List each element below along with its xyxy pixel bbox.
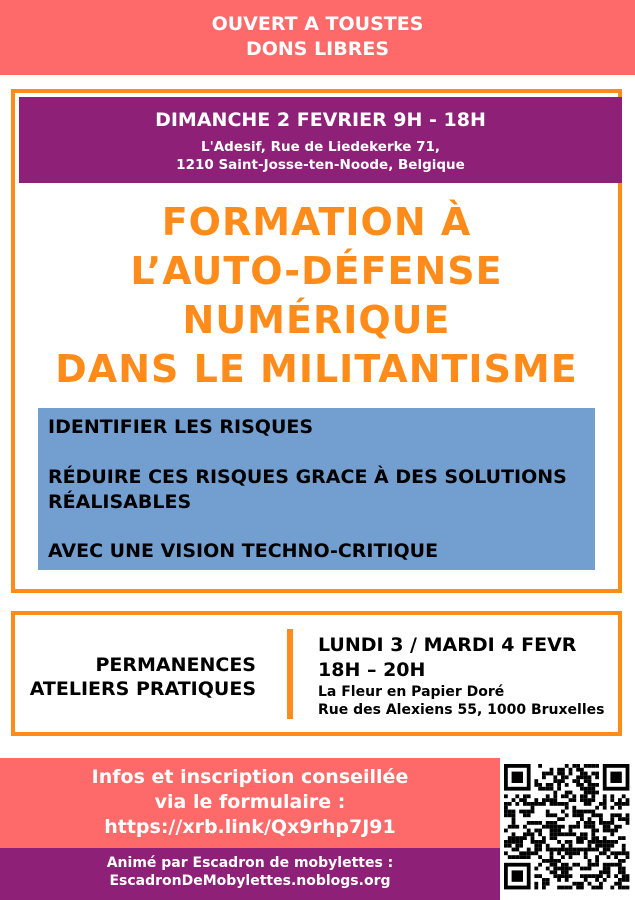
event-address-line1: L'Adesif, Rue de Liedekerke 71,: [200, 139, 441, 155]
qr-code[interactable]: [500, 758, 635, 900]
credits-website[interactable]: EscadronDeMobylettes.noblogs.org: [109, 873, 391, 889]
credits-block: [0, 848, 500, 900]
top-banner: [0, 0, 635, 75]
divider: [287, 629, 293, 719]
info-line2: via le formulaire :: [154, 791, 346, 813]
info-block: [0, 758, 500, 848]
goal-item: AVEC UNE VISION TECHNO-CRITIQUE: [48, 540, 439, 562]
registration-link[interactable]: https://xrb.link/Qx9rhp7J91: [104, 816, 396, 838]
date-banner: [19, 97, 622, 183]
permanences-frame: [11, 611, 622, 736]
event-address-line2: 1210 Saint-Josse-ten-Noode, Belgique: [176, 157, 465, 173]
permanences-days: LUNDI 3 / MARDI 4 FEVR: [318, 634, 577, 656]
open-to-all-label: OUVERT A TOUSTES: [211, 13, 424, 35]
qr-code-icon: [504, 764, 631, 894]
event-date: DIMANCHE 2 FEVRIER 9H - 18H: [155, 109, 486, 131]
permanences-venue-address: Rue des Alexiens 55, 1000 Bruxelles: [318, 702, 605, 718]
workshops-label: ATELIERS PRATIQUES: [29, 678, 256, 700]
goal-item: RÉDUIRE CES RISQUES GRACE À DES SOLUTIONS RÉALISABLES: [48, 466, 567, 513]
credits-line1: Animé par Escadron de mobylettes :: [106, 855, 394, 871]
permanences-venue: La Fleur en Papier Doré: [318, 684, 505, 700]
permanences-hours: 18H – 20H: [318, 659, 426, 681]
title-line-4: DANS LE MILITANTISME: [55, 347, 578, 391]
main-event-frame: [11, 89, 622, 593]
info-line1: Infos et inscription conseillée: [91, 766, 409, 788]
permanences-label: PERMANENCES: [95, 654, 256, 676]
goals-box: [38, 408, 595, 570]
free-donations-label: DONS LIBRES: [245, 38, 390, 60]
title-line-2: L’AUTO-DÉFENSE: [130, 249, 503, 293]
title-line-3: NUMÉRIQUE: [182, 298, 451, 342]
title-line-1: FORMATION À: [161, 200, 472, 244]
goal-item: IDENTIFIER LES RISQUES: [48, 416, 314, 438]
